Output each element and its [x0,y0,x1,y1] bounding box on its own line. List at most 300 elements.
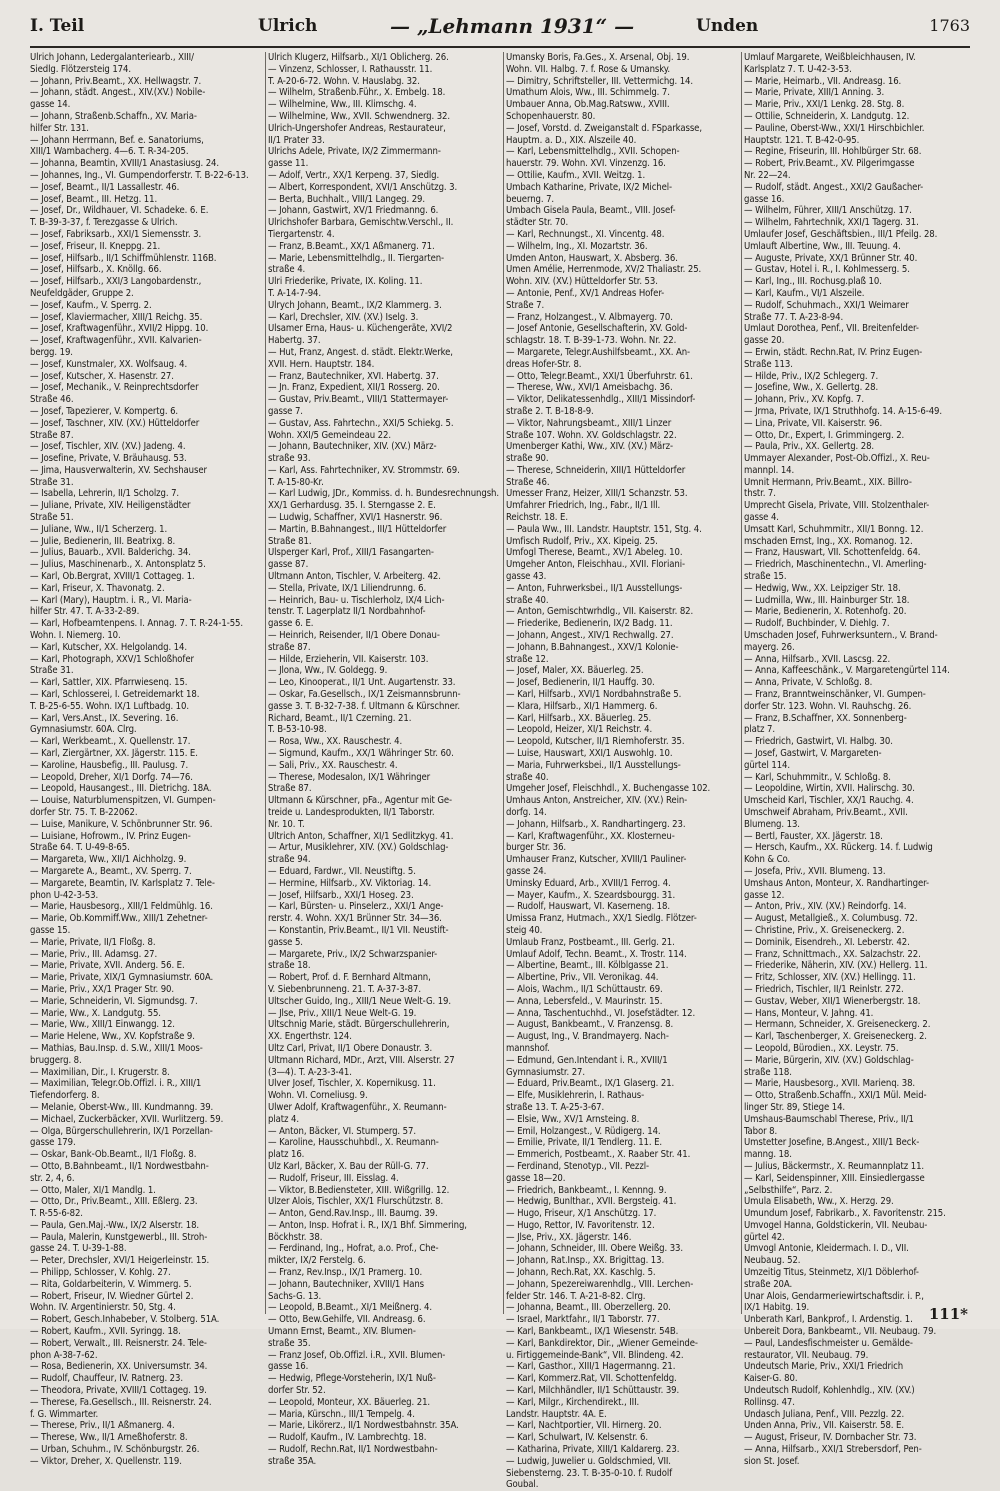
directory-entry-line: — Luise, Manikure, V. Schönbrunner Str. 96. [30,818,213,830]
directory-entry-line: — Antonie, Penf., XV/1 Andreas Hofer- [506,287,665,299]
directory-entry-line: — Josef, Hilfsarb., II/1 Schiffmühlenstr. 116B. [30,252,217,264]
directory-entry-line: — August, Bankbeamt., V. Franzensg. 8. [506,1019,674,1031]
directory-entry-line: Umfogl Therese, Beamt., XV/1 Abeleg. 10. [506,547,683,559]
directory-entry-line: — Pauline, Oberst-Ww., XXI/1 Hirschbichler. [744,122,925,134]
directory-entry-line: — Johann, Angest., XIV/1 Rechwallg. 27. [506,630,674,642]
directory-entry-line: Umvogl Antonie, Kleidermach. I. D., VII. [744,1243,909,1255]
directory-entry-line: linger Str. 89, Stiege 14. [744,1101,846,1113]
directory-entry-line: gasse 7. [268,405,303,417]
directory-entry-line: — Anna, Lebersfeld., V. Maurinstr. 15. [506,995,663,1007]
directory-entry-line: — Michael, Zuckerbäcker, XVII. Wurlitzerg. 59. [30,1113,224,1125]
directory-entry-line: manng. 18. [744,1149,792,1161]
directory-entry-line: — Johann, B.Bahnangest., XXV/1 Kolonie- [506,641,679,653]
directory-entry-line: Gymnasiumstr. 60A. Clrg. [30,724,137,736]
directory-entry-line: — Jn. Franz, Expedient, XII/1 Rosserg. 20. [268,382,440,394]
directory-entry-line: Ultmann Richard, MDr., Arzt, VIII. Alserstr. 27 [268,1054,455,1066]
directory-entry-line: — Wilhelm, Führer, XIII/1 Anschützg. 17. [744,205,912,217]
directory-entry-line: — Josef, Dr., Wildhauer, VI. Schadeke. 6. E. [30,205,209,217]
directory-entry-line: — Franz, Hauswart, VII. Schottenfeldg. 64. [744,547,921,559]
directory-entry-line: — Jima, Hausverwalterin, XV. Sechshauser [30,464,207,476]
directory-entry-line: — Karl, Hilfsarb., XVI/1 Nordbahnstraße 5. [506,689,682,701]
directory-entry-line: Umesser Franz, Heizer, XIII/1 Schanzstr. 53. [506,488,688,500]
directory-entry-line: — Franz Josef, Ob.Offizl. i.R., XVII. Blumen- [268,1349,446,1361]
directory-entry-line: — Josef Antonie, Gesellschafterin, XV. Gold- [506,323,688,335]
directory-entry-line: — Albert, Korrespondent, XVI/1 Anschützg. 3. [268,181,458,193]
directory-entry-line: — Marie, Bürgerin, XIV. (XV.) Goldschlag- [744,1054,914,1066]
column-2 [268,52,501,1467]
directory-entry-line: Umshaus Anton, Monteur, X. Randhartinger- [744,877,929,889]
directory-entry-line: Straße 81. [268,535,312,547]
directory-entry-line: Unberath Karl, Bankprof., I. Ardenstig. 1. [744,1314,913,1326]
directory-entry-line: gasse 5. [268,936,303,948]
directory-entry-line: burger Str. 36. [506,842,567,854]
directory-entry-line: — Viktor, Delikatessenhdlg., XIII/1 Missindorf- [506,394,696,406]
directory-entry-line: — Anton, Bäcker, VI. Stumperg. 57. [268,1125,416,1137]
directory-entry-line: Straße 31. [30,665,74,677]
directory-entry-line: Neubaug. 52. [744,1255,801,1267]
directory-entry-line: straße 40. [506,771,549,783]
directory-entry-line: Böckhstr. 38. [268,1231,323,1243]
directory-entry-line: — Paula, Malerin, Kunstgewerbl., III. Stroh- [30,1231,208,1243]
directory-entry-line: Umschaden Josef, Fuhrwerksuntern., V. Brand- [744,630,938,642]
directory-entry-line: — Franz, Rev.Insp., IX/1 Pramerg. 10. [268,1267,423,1279]
directory-entry-line: Nr. 22—24. [744,169,791,181]
directory-entry-line: — Johann, Rech.Rat, XX. Kaschlg. 5. [506,1267,656,1279]
directory-entry-line: Umlauf Margarete, Weißbleichhausen, IV. [744,52,916,63]
directory-entry-line: — August, Metallgieß., X. Columbusg. 72. [744,913,918,925]
directory-entry-line: Goubal. [506,1479,539,1491]
directory-entry-line: — Josefine, Private, V. Bräuhausg. 53. [30,453,187,465]
directory-entry-line: — Karl, Hofbeamtenpens. I. Annag. 7. T. R-24-1-55. [30,618,243,630]
directory-entry-line: Umprecht Gisela, Private, VIII. Stolzenthaler- [744,500,930,512]
directory-entry-line: Umenberger Kathi, Ww., XIV. (XV.) März- [506,441,673,453]
directory-entry-line: Siedlg. Flötzersteig 174. [30,63,131,75]
directory-entry-line: — Josef, Kunstmaler, XX. Wolfsaug. 4. [30,358,188,370]
directory-entry-line: dreas Hofer-Str. 8. [506,358,582,370]
directory-entry-line: — Karl, Werkbeamt., X. Quellenstr. 17. [30,736,191,748]
directory-entry-line: — Marie, Private, XVII. Anderg. 56. E. [30,960,185,972]
directory-entry-line: Ulz Karl, Bäcker, X. Bau der Rüll-G. 77. [268,1160,429,1172]
directory-entry-line: — Friedrich, Bankbeamt., I. Kennng. 9. [506,1184,667,1196]
directory-entry-line: — Karl, Milgr., Kirchendirekt., III. [506,1396,640,1408]
directory-entry-line: — Ottilie, Schneiderin, X. Landgutg. 12. [744,110,910,122]
directory-entry-line: — Karl, Friseur, X. Thavonatg. 2. [30,582,165,594]
directory-entry-line: — Rosa, Bedienerin, XX. Universumstr. 34. [30,1361,208,1373]
directory-entry-line: städter Str. 70. [506,217,569,229]
directory-entry-line: — Juliane, Private, XIV. Heiligenstädter [30,500,191,512]
directory-entry-line: — Karl, Taschenberger, X. Greiseneckerg. 2. [744,1031,927,1043]
directory-entry-line: straße 87. [268,641,311,653]
directory-entry-line: Umundum Josef, Fabrikarb., X. Favoritenstr. 215. [744,1208,946,1220]
directory-entry-line: — Josef, Taschner, XIV. (XV.) Hütteldorfer [30,417,200,429]
directory-entry-line: gasse 18—20. [506,1172,566,1184]
directory-entry-line: — Paula, Priv., XX. Gellertg. 28. [744,441,875,453]
directory-entry-line: — Josef, Beamt., III. Hetzg. 11. [30,193,158,205]
directory-entry-line: straße 12. [506,653,549,665]
directory-entry-line: — Therese, Ww., XVI/1 Ameisbachg. 36. [506,382,673,394]
directory-entry-line: — Josef, Hilfsarb., XXI/1 Hoseg. 23. [268,889,414,901]
directory-entry-line: Straße 46. [506,476,550,488]
directory-entry-line: — Otto, Maler, XI/1 Mandlg. 1. [30,1184,156,1196]
directory-entry-line: XIII/1 Wambacherg. 4—6. T. R-34-205. [30,146,189,158]
directory-entry-line: — Gustav, Ass. Fahrtechn., XXI/5 Schiekg. 5. [268,417,454,429]
directory-entry-line: Umen Amélie, Herrenmode, XV/2 Thaliastr. 25. [506,264,702,276]
directory-entry-line: — Hut, Franz, Angest. d. städt. Elektr.Werke, [268,346,453,358]
directory-entry-line: — Josef, Maler, XX. Bäuerleg. 25. [506,665,644,677]
directory-entry-line: straße 118. [744,1066,792,1078]
directory-entry-line: — Marie, Ww., X. Landgutg. 55. [30,1007,161,1019]
directory-entry-line: — Alois, Wachm., II/1 Schüttaustr. 69. [506,983,663,995]
directory-entry-line: Habertg. 37. [268,335,321,347]
directory-entry-line: Wohn. VII. Halbg. 7. f. Rose & Umansky. [506,63,670,75]
directory-entry-line: Tabor 8. [744,1125,778,1137]
directory-entry-line: — Hilde, Priv., IX/2 Schlegerg. 7. [744,370,879,382]
directory-entry-line: schlagstr. 18. T. B-39-1-73. Wohn. Nr. 22. [506,335,677,347]
directory-entry-line: — Erwin, städt. Rechn.Rat, IV. Prinz Eugen- [744,346,923,358]
directory-entry-line: — Josef, Kraftwagenführ., XVII/2 Hippg. 10. [30,323,209,335]
directory-entry-line: thstr. 7. [744,488,776,500]
directory-entry-line: Straße 87. [30,429,74,441]
directory-entry-line: — Karl (Mary), Hauptm. i. R., VI. Maria- [30,594,192,606]
directory-entry-line: — Karl, Nachtportier, VII. Hirnerg. 20. [506,1420,662,1432]
directory-entry-line: — Josef, Kraftwagenführ., XVII. Kalvarien- [30,335,202,347]
directory-entry-line: — Friedrich, Maschinentechn., VI. Amerling- [744,559,927,571]
directory-entry-line: — Karl, Kutscher, XX. Helgolandg. 14. [30,641,187,653]
directory-entry-line: dorfer Str. 75. T. B-22062. [30,807,138,818]
directory-entry-line: — Karl, Rechnungst., XI. Vincentg. 48. [506,228,665,240]
directory-entry-line: — Margareta, Ww., XII/1 Aichholzg. 9. [30,854,187,866]
directory-entry-line: — Julius, Maschinenarb., X. Antonsplatz 5. [30,559,206,571]
publication-title: — „Lehmann 1931“ — [390,14,635,38]
directory-entry-line: straße 35. [268,1337,311,1349]
directory-entry-line: Kohn & Co. [744,854,791,866]
directory-entry-line: — Rudolf, Kaufm., IV. Lambrechtg. 18. [268,1432,427,1444]
directory-entry-line: platz 16. [268,1149,305,1161]
directory-entry-line: Sachs-G. 13. [268,1290,322,1302]
directory-entry-line: — Johanna, Beamt., III. Oberzellerg. 20. [506,1302,671,1314]
directory-entry-line: Umula Elisabeth, Ww., X. Herzg. 29. [744,1196,894,1208]
directory-entry-line: — Karl, Bürsten- u. Pinselerz., XXI/1 Ange- [268,901,444,913]
directory-entry-line: Umhauser Franz, Kutscher, XVIII/1 Pauliner- [506,854,687,866]
directory-entry-line: — Hugo, Rettor, IV. Favoritenstr. 12. [506,1219,655,1231]
directory-entry-line: gasse 20. [744,335,785,347]
directory-entry-line: rerstr. 4. Wohn. XX/1 Brünner Str. 34—36. [268,913,442,925]
directory-entry-line: T. A-14-7-94. [268,287,322,299]
directory-entry-line: Umsatt Karl, Schuhmmitr., XII/1 Bonng. 12. [744,523,924,535]
directory-entry-line: — Karl, Vers.Anst., IX. Severing. 16. [30,712,179,724]
signature-mark: 111* [928,1305,968,1323]
directory-entry-line: Umscheid Karl, Tischler, XX/1 Rauchg. 4. [744,795,914,807]
directory-entry-line: — Karl, Drechsler, XIV. (XV.) Iselg. 3. [268,311,419,323]
directory-entry-line: — Israel, Marktfahr., II/1 Taborstr. 77. [506,1314,660,1326]
directory-entry-line: — Friedrich, Tischler, II/1 Reinlstr. 272. [744,983,904,995]
directory-entry-line: — Franz, Schnittmach., XX. Salzachstr. 22. [744,948,921,960]
directory-entry-line: T. A-20-6-72. Wohn. V. Hauslabg. 32. [268,75,420,87]
directory-entry-line: — Artur, Musiklehrer, XIV. (XV.) Goldschlag- [268,842,449,854]
directory-entry-line: Umzeitig Titus, Steinmetz, XI/1 Döblerhof- [744,1267,919,1279]
directory-entry-line: Reichstr. 18. E. [506,512,568,524]
directory-entry-line: dorfer Str. 123. Wohn. VI. Rauhschg. 26. [744,700,912,712]
column-4 [744,52,970,1467]
directory-entry-line: — Karl, Bankbeamt., IX/1 Wiesenstr. 54B. [506,1326,679,1338]
directory-entry-line: Umnit Hermann, Priv.Beamt., XIX. Billro- [744,476,912,488]
directory-entry-line: — Fritz, Schlosser, XIV. (XV.) Hellingg. 11. [744,972,916,984]
directory-entry-line: — Anton, Fuhrwerksbei., II/1 Ausstellungs- [506,582,683,594]
directory-entry-line: — Hilde, Erzieherin, VII. Kaiserstr. 103. [268,653,429,665]
directory-entry-line: — Paula, Gen.Maj.-Ww., IX/2 Alserstr. 18. [30,1219,200,1231]
directory-entry-line: Umfisch Rudolf, Priv., XX. Kipeig. 25. [506,535,658,547]
directory-entry-line: Umbach Gisela Paula, Beamt., VIII. Josef- [506,205,676,217]
directory-entry-line: „Selbsthilfe“, Parz. 2. [744,1184,833,1196]
directory-entry-line: — Rita, Goldarbeiterin, V. Wimmerg. 5. [30,1278,192,1290]
directory-entry-line: — Leopold, Hausangest., III. Dietrichg. 18A. [30,783,212,795]
directory-entry-line: — Sigmund, Kaufm., XX/1 Währinger Str. 60. [268,748,454,760]
directory-entry-line: — Karoline, Hausschuhbdl., X. Reumann- [268,1137,439,1149]
directory-entry-line: — Wilhelm, Straßenb.Führ., X. Embelg. 18. [268,87,446,99]
directory-entry-line: hilfer Str. 47. T. A-33-2-89. [30,606,140,618]
directory-entry-line: — Josef, Klaviermacher, XIII/1 Reichg. 35. [30,311,203,323]
directory-entry-line: — Franz, Bautechniker, XVI. Habertg. 37. [268,370,439,382]
directory-entry-line: gürtel 114. [744,759,790,771]
directory-entry-line: — Rosa, Ww., XX. Rauschestr. 4. [268,736,403,748]
directory-entry-line: (3—4). T. A-23-3-41. [268,1066,352,1078]
directory-entry-line: — Karl, Gasthor., XIII/1 Hagermanng. 21. [506,1361,676,1373]
directory-entry-line: — Stella, Private, IX/1 Liliendrunng. 6. [268,582,427,594]
directory-entry-line: — Wilhelm, Ing., XI. Mozartstr. 36. [506,240,648,252]
directory-entry-line: — Leopold, Bürodien., XX. Leystr. 75. [744,1042,899,1054]
directory-entry-line: — Therese, Fa.Gesellsch., III. Reisnerstr. 24. [30,1396,212,1408]
directory-entry-line: gürtel 42. [744,1231,785,1243]
directory-entry-line: — Anna, Hilfsarb., XXI/1 Strebersdorf, Pen- [744,1444,922,1456]
directory-entry-line: — Marie, Schneiderin, VI. Sigmundsg. 7. [30,995,198,1007]
directory-entry-line: Umlaufer Josef, Geschäftsbien., III/1 Pfeilg. 28. [744,228,938,240]
directory-entry-line: sion St. Josef. [744,1455,800,1467]
directory-entry-line: — Wilhelmine, Ww., III. Klimschg. 4. [268,99,417,111]
directory-entry-line: — Johann, Spezereiwarenhdlg., VIII. Lerchen- [506,1278,694,1290]
directory-entry-line: Straße 7. [506,299,545,311]
directory-entry-line: — Karl, Kaufm., VI/1 Alszeile. [744,287,865,299]
directory-entry-line: Ultmann & Kürschner, pFa., Agentur mit Ge- [268,795,453,807]
directory-entry-line: — Mayer, Kaufm., X. Szeardsbourgg. 31. [506,889,676,901]
directory-entry-line: — Ferdinand, Stenotyp., VII. Pezzl- [506,1160,649,1172]
directory-entry-line: Hauptm. a. D., XIX. Alszeile 40. [506,134,637,146]
directory-entry-line: — Hans, Monteur, V. Jahng. 41. [744,1007,874,1019]
directory-entry-line: beuerng. 7. [506,193,555,205]
directory-entry-line: XX/1 Gerhardusg. 35. I. Sterngasse 2. E. [268,500,436,512]
directory-entry-line: — Vinzenz, Schlosser, I. Rathausstr. 11. [268,63,433,75]
directory-entry-line: mikter, IX/2 Ferstelg. 6. [268,1255,366,1267]
directory-entry-line: straße 18. [268,960,311,972]
directory-entry-line: — Johann, Bautechniker, XIV. (XV.) März- [268,441,437,453]
directory-entry-line: Ulrich Johann, Ledergalanteriearb., XIII/ [30,52,194,63]
directory-entry-line: — Karl, Ob.Bergrat, XVIII/1 Cottageg. 1. [30,571,195,583]
directory-entry-line: Ulri Friederike, Private, IX. Koling. 11. [268,276,423,288]
directory-entry-line: — Josef, Fabriksarb., XXI/1 Siemensstr. 3. [30,228,202,240]
directory-entry-line: — Johann, Bautechniker, XVIII/1 Hans [268,1278,424,1290]
directory-entry-line: T. R-55-6-82. [30,1208,83,1220]
directory-entry-line: — Josef, Bedienerin, II/1 Hauffg. 30. [506,677,655,689]
directory-entry-line: — Heinrich, Bau- u. Tischlerholz, IX/4 Lich- [268,594,445,606]
directory-entry-line: — Johann, Straßenb.Schaffn., XV. Maria- [30,110,197,122]
directory-entry-line: Umvogel Hanna, Goldstickerin, VII. Neubau- [744,1219,928,1231]
directory-entry-line: — Leo, Kinooperat., II/1 Unt. Augartenstr. 33. [268,677,456,689]
directory-entry-line: — Ludwig, Juwelier u. Goldschmied, VII. [506,1455,671,1467]
directory-entry-line: — Robert, Friseur, IV. Wiedner Gürtel 2. [30,1290,194,1302]
directory-entry-line: Unden Anna, Priv., VII. Kaiserstr. 58. E. [744,1420,904,1432]
directory-entry-line: — Berta, Buchhalt., VIII/1 Langeg. 29. [268,193,426,205]
directory-entry-line: — Margarete A., Beamt., XV. Sperrg. 7. [30,865,192,877]
directory-entry-line: T. B-53-10-98. [268,724,327,736]
directory-entry-line: dorfer Str. 52. [268,1385,326,1397]
directory-entry-line: gasse 15. [30,924,71,936]
directory-entry-line: — Margarete, Telegr.Aushilfsbeamt., XX. An- [506,346,691,358]
directory-entry-line: — Otto, Dr., Expert, I. Grimmingerg. 2. [744,429,905,441]
directory-entry-line: Ulrichs Adele, Private, IX/2 Zimmermann- [268,146,441,158]
directory-entry-line: — Rudolf, Friseur, III. Eisslag. 4. [268,1172,399,1184]
directory-entry-line: — Karl, Hilfsarb., XX. Bäuerleg. 25. [506,712,652,724]
directory-entry-line: straße 35A. [268,1455,317,1467]
directory-entry-line: platz 7. [744,724,775,736]
directory-entry-line: gasse 6. E. [268,618,314,630]
directory-entry-line: — Klara, Hilfsarb., XI/1 Hammerg. 6. [506,700,658,712]
directory-entry-line: — Jrma, Private, IX/1 Struthhofg. 14. A-15-6-49. [744,405,942,417]
directory-entry-line: — Edmund, Gen.Intendant i. R., XVIII/1 [506,1054,668,1066]
directory-entry-line: — Johann, Gastwirt, XV/1 Friedmanng. 6. [268,205,439,217]
directory-entry-line: Straße 113. [744,358,793,370]
directory-entry-line: — Rudolf, Rechn.Rat, II/1 Nordwestbahn- [268,1444,438,1456]
directory-entry-line: — Paul, Landesfischmeister u. Gemälde- [744,1337,913,1349]
directory-entry-line: — Johann Herrmann, Bef. e. Sanatoriums, [30,134,204,146]
directory-entry-line: straße 40. [506,594,549,606]
directory-entry-line: platz 4. [268,1113,299,1125]
directory-entry-line: — Elfe, Musiklehrerin, I. Rathaus- [506,1090,645,1102]
directory-entry-line: gasse 43. [506,571,547,583]
directory-entry-line: — Peter, Drechsler, XVI/1 Heigerleinstr. 15. [30,1255,210,1267]
directory-entry-line: — Wilhelmine, Ww., XVII. Schwendnerg. 32. [268,110,450,122]
directory-entry-line: bruggerg. 8. [30,1054,82,1066]
directory-entry-line: Blumeng. 13. [744,818,800,830]
directory-entry-line: — Anton, Insp. Hofrat i. R., IX/1 Bhf. Simmering, [268,1219,467,1231]
directory-entry-line: — Ottilie, Kaufm., XVII. Weitzg. 1. [506,169,646,181]
directory-entry-line: — Lina, Private, VII. Kaiserstr. 96. [744,417,883,429]
directory-entry-line: — Marie, Priv., XXI/1 Lenkg. 28. Stg. 8. [744,99,905,111]
directory-entry-line: — Karl, Ing., III. Rochusg.plaß 10. [744,276,882,288]
directory-entry-line: — Hugo, Friseur, X/1 Anschützg. 17. [506,1208,657,1220]
directory-entry-line: — Maria, Kürschn., III/1 Tempelg. 4. [268,1408,415,1420]
directory-entry-line: Uminsky Eduard, Arb., XVIII/1 Ferrog. 4. [506,877,671,889]
page-number: 1763 [929,16,970,35]
directory-entry-line: Ulrych Johann, Beamt., IX/2 Klammerg. 3. [268,299,442,311]
directory-entry-line: dorfg. 14. [506,807,547,818]
directory-entry-line: — Therese, Ww., II/1 Arneßhoferstr. 8. [30,1432,188,1444]
directory-entry-line: IX/1 Habitg. 19. [744,1302,810,1314]
header-rule [30,46,970,48]
directory-entry-line: Richard, Beamt., II/1 Czerning. 21. [268,712,412,724]
column-divider [265,52,266,1314]
directory-entry-line: Wohn. XXI/5 Gemeindeau 22. [268,429,391,441]
directory-entry-line: — Julius, Bäckermstr., X. Reumannplatz 11. [744,1160,925,1172]
directory-entry-line: — Leopoldine, Wirtin, XVII. Halirschg. 30. [744,783,915,795]
directory-entry-line: — Rudolf, Chauffeur, IV. Ratnerg. 23. [30,1373,183,1385]
directory-entry-line: — Josefine, Ww., X. Gellertg. 28. [744,382,879,394]
directory-entry-line: — Rudolf, Buchbinder, V. Diehlg. 7. [744,618,890,630]
directory-entry-line: — Anna, Private, V. Schloßg. 8. [744,677,873,689]
directory-entry-line: — Julius, Bauarb., XVII. Balderichg. 34. [30,547,191,559]
directory-entry-line: — Viktor, Dreher, X. Quellenstr. 119. [30,1455,182,1467]
directory-columns [30,52,970,1491]
directory-entry-line: Hauptstr. 121. T. B-42-0-95. [744,134,860,146]
directory-entry-line: XX. Engerthstr. 124. [268,1031,352,1043]
directory-entry-line: — Josef, Hilfsarb., X. Knöllg. 66. [30,264,162,276]
directory-entry-line: Rollinsg. 47. [744,1396,795,1408]
directory-entry-line: Straße 31. [30,476,74,488]
directory-entry-line: Straße 51. [30,512,74,524]
directory-entry-line: XVII. Hern. Hauptstr. 184. [268,358,375,370]
directory-entry-line: — Maria, Fuhrwerksbei., II/1 Ausstellungs- [506,759,681,771]
directory-entry-line: — Marie, Heimarb., VII. Andreasg. 16. [744,75,902,87]
directory-entry-line: V. Siebenbrunneng. 21. T. A-37-3-87. [268,983,421,995]
directory-entry-line: — Johann, städt. Angest., XIV.(XV.) Nobile- [30,87,206,99]
directory-entry-line: Wohn. VI. Corneliusg. 9. [268,1090,368,1102]
directory-entry-line: — Rudolf, Hauswart, VI. Kaserneng. 18. [506,901,670,913]
directory-entry-line: — Josef, Hilfsarb., XXI/3 Langobardenstr., [30,276,202,288]
directory-entry-line: Ultz Carl, Privat, II/1 Obere Donaustr. 3. [268,1042,433,1054]
directory-entry-line: — Friederike, Bedienerin, IX/2 Badg. 11. [506,618,673,630]
directory-entry-line: Ulsperger Karl, Prof., XIII/1 Fasangarten- [268,547,434,559]
directory-entry-line: — Anna, Hilfsarb., XVII. Lascsg. 22. [744,653,891,665]
directory-entry-line: — Leopold, Kutscher, II/1 Riemhoferstr. 35. [506,736,685,748]
directory-entry-line: — Konstantin, Priv.Beamt., II/1 VII. Neustift- [268,924,449,936]
directory-entry-line: — Gustav, Weber, XII/1 Wienerbergstr. 18. [744,995,921,1007]
directory-entry-line: — Therese, Priv., II/1 Aßmanerg. 4. [30,1420,175,1432]
directory-entry-line: — Heinrich, Reisender, II/1 Obere Donau- [268,630,440,642]
directory-entry-line: phon U-42-3-53. [30,889,99,901]
directory-entry-line: T. B-25-6-55. Wohn. IX/1 Luftbadg. 10. [30,700,189,712]
directory-entry-line: — Mathias, Bau.Insp. d. S.W., XIII/1 Moos- [30,1042,203,1054]
directory-entry-line: — Josef, Mechanik., V. Reinprechtsdorfer [30,382,199,394]
directory-entry-line: T. A-15-80-Kr. [268,476,324,488]
directory-entry-line: — Albertine, Beamt., III. Kölblgasse 21. [506,960,669,972]
directory-entry-line: Umann Ernst, Beamt., XIV. Blumen- [268,1326,416,1338]
directory-entry-line: — Leopold, Dreher, XI/1 Dorfg. 74—76. [30,771,193,783]
directory-entry-line: — Marie, Priv., XX/1 Prager Str. 90. [30,983,174,995]
directory-entry-line: — Gustav, Hotel i. R., I. Kohlmesserg. 5. [744,264,910,276]
directory-entry-line: Wohn. XIV. (XV.) Hütteldorfer Str. 53. [506,276,658,288]
directory-entry-line: Ultscher Guido, Ing., XIII/1 Neue Welt-G. 19. [268,995,451,1007]
directory-entry-line: — Johann, Hilfsarb., X. Randhartingerg. 23. [506,818,686,830]
column-3 [506,52,739,1491]
directory-entry-line: — Isabella, Lehrerin, II/1 Scholzg. 7. [30,488,180,500]
directory-entry-line: Umlaut Dorothea, Penf., VII. Breitenfelder- [744,323,919,335]
directory-entry-line: — Emil, Holzangest., V. Rüdigerg. 14. [506,1125,661,1137]
directory-entry-line: straße 20A. [744,1278,793,1290]
directory-entry-line: — Karl, Kraftwagenführ., XX. Klosterneu- [506,830,675,842]
directory-entry-line: — Martin, B.Bahnangest., III/1 Hütteldorfer [268,523,447,535]
directory-entry-line: — Theodora, Private, XVIII/1 Cottageg. 19. [30,1385,207,1397]
directory-entry-line: Schopenhauerstr. 80. [506,110,596,122]
directory-entry-line: — Rudolf, Schuhmach., XXI/1 Weimarer [744,299,909,311]
directory-entry-line: — Juliane, Ww., II/1 Scherzerg. 1. [30,523,168,535]
directory-entry-line: — Karl, Milchhändler, II/1 Schüttaustr. 39. [506,1385,680,1397]
directory-entry-line: — Karl, Lebensmittelhdlg., XVII. Schopen- [506,146,680,158]
directory-entry-line: Ulver Josef, Tischler, X. Kopernikusg. 11. [268,1078,436,1090]
directory-entry-line: — Adolf, Vertr., XX/1 Kerpeng. 37, Siedlg. [268,169,440,181]
directory-entry-line: steig 40. [506,924,543,936]
directory-entry-line: gasse 16. [744,193,785,205]
directory-entry-line: — Josef, Tischler, XIV. (XV.) Jadeng. 4. [30,441,186,453]
directory-entry-line: T. B-39-3-37, f. Terezgasse & Ulrich. [30,217,178,229]
directory-entry-line: Kaiser-G. 80. [744,1373,798,1385]
